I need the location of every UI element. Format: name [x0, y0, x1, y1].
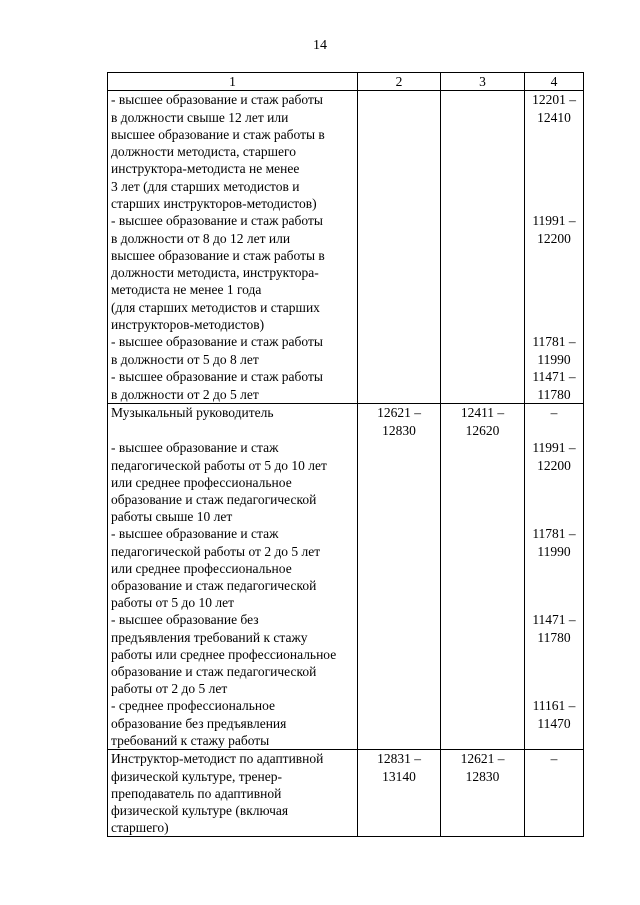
salary-range: 12831 – 13140 — [377, 751, 421, 784]
salary-range — [444, 368, 521, 403]
position-description: - высшее образование и стаж работы в должности свыше 12 лет или высшее образование и стаж работы в должности методиста, старшего инструктора-методиста не менее 3 лет (для старших методистов и старших инструкторов-методистов) — [111, 92, 325, 212]
table-cell-col-1 — [108, 404, 358, 750]
salary-range — [444, 697, 521, 749]
table-cell-col-3 — [441, 91, 525, 404]
position-description: - высшее образование и стаж педагогической работы от 5 до 10 лет или среднее профессиональное образование и стаж педагогической работы свыше 10 лет — [111, 440, 327, 525]
salary-range — [361, 611, 437, 697]
salary-range — [444, 525, 521, 611]
table-cell-col-3 — [441, 750, 525, 837]
salary-range: 12621 – 12830 — [460, 751, 505, 784]
table-row — [108, 750, 584, 837]
salary-range: 12621 – 12830 — [377, 405, 421, 438]
salary-range: 11471 – 11780 — [532, 612, 576, 645]
table-cell-col-3 — [441, 404, 525, 750]
salary-range — [361, 91, 437, 212]
salary-range — [361, 525, 437, 611]
table-cell-col-2 — [358, 750, 441, 837]
column-header-2: 2 — [358, 73, 441, 91]
position-description: - высшее образование и стаж работы в должности от 5 до 8 лет — [111, 334, 323, 367]
salary-table — [107, 72, 584, 837]
table-cell-col-4 — [525, 404, 584, 750]
table-cell-col-4 — [525, 750, 584, 837]
column-header-4: 4 — [525, 73, 584, 91]
table-row — [108, 404, 584, 750]
table-cell-col-2 — [358, 404, 441, 750]
table-header-row — [108, 73, 584, 91]
salary-range: 11781 – 11990 — [532, 334, 576, 367]
salary-range — [361, 212, 437, 333]
page-number: 14 — [313, 38, 327, 53]
position-description: - высшее образование и стаж работы в должности от 2 до 5 лет — [111, 369, 323, 402]
position-description: - высшее образование и стаж работы в должности от 8 до 12 лет или высшее образование и стаж работы в должности методиста, инструктора- методиста не менее 1 года (для старших методистов и старших инструкторов-методистов) — [111, 213, 325, 333]
position-description: Музыкальный руководитель — [111, 405, 274, 421]
position-description: - среднее профессиональное образование без предъявления требований к стажу работы — [111, 698, 287, 748]
position-description: - высшее образование и стаж педагогической работы от 2 до 5 лет или среднее профессиональное образование и стаж педагогической работы от 5 до 10 лет — [111, 526, 321, 611]
salary-range — [444, 439, 521, 525]
table-cell-col-1 — [108, 750, 358, 837]
salary-range: 11991 – 12200 — [532, 440, 576, 473]
column-header-1: 1 — [108, 73, 358, 91]
salary-range: 11781 – 11990 — [532, 526, 576, 559]
salary-range — [444, 91, 521, 212]
salary-range: – — [550, 751, 558, 767]
table-cell-col-1 — [108, 91, 358, 404]
column-header-3: 3 — [441, 73, 525, 91]
table-cell-col-4 — [525, 91, 584, 404]
salary-range: 11471 – 11780 — [532, 369, 576, 402]
table-row — [108, 91, 584, 404]
salary-range — [361, 697, 437, 749]
position-description: Инструктор-методист по адаптивной физической культуре, тренер- преподаватель по адаптивной физической культуре (включая старшего) — [111, 751, 324, 836]
salary-range — [361, 439, 437, 525]
salary-range — [444, 611, 521, 697]
salary-range: 11991 – 12200 — [532, 213, 576, 246]
salary-range — [361, 368, 437, 403]
salary-range: – — [550, 405, 558, 421]
salary-range: 12411 – 12620 — [460, 405, 505, 438]
salary-range — [361, 333, 437, 368]
table-cell-col-2 — [358, 91, 441, 404]
salary-range — [444, 333, 521, 368]
salary-range: 12201 – 12410 — [532, 92, 576, 125]
salary-range — [444, 212, 521, 333]
position-description: - высшее образование без предъявления требований к стажу работы или среднее профессиональное образование и стаж педагогической работы от 2 до 5 лет — [111, 612, 337, 697]
salary-range: 11161 – 11470 — [532, 698, 576, 731]
